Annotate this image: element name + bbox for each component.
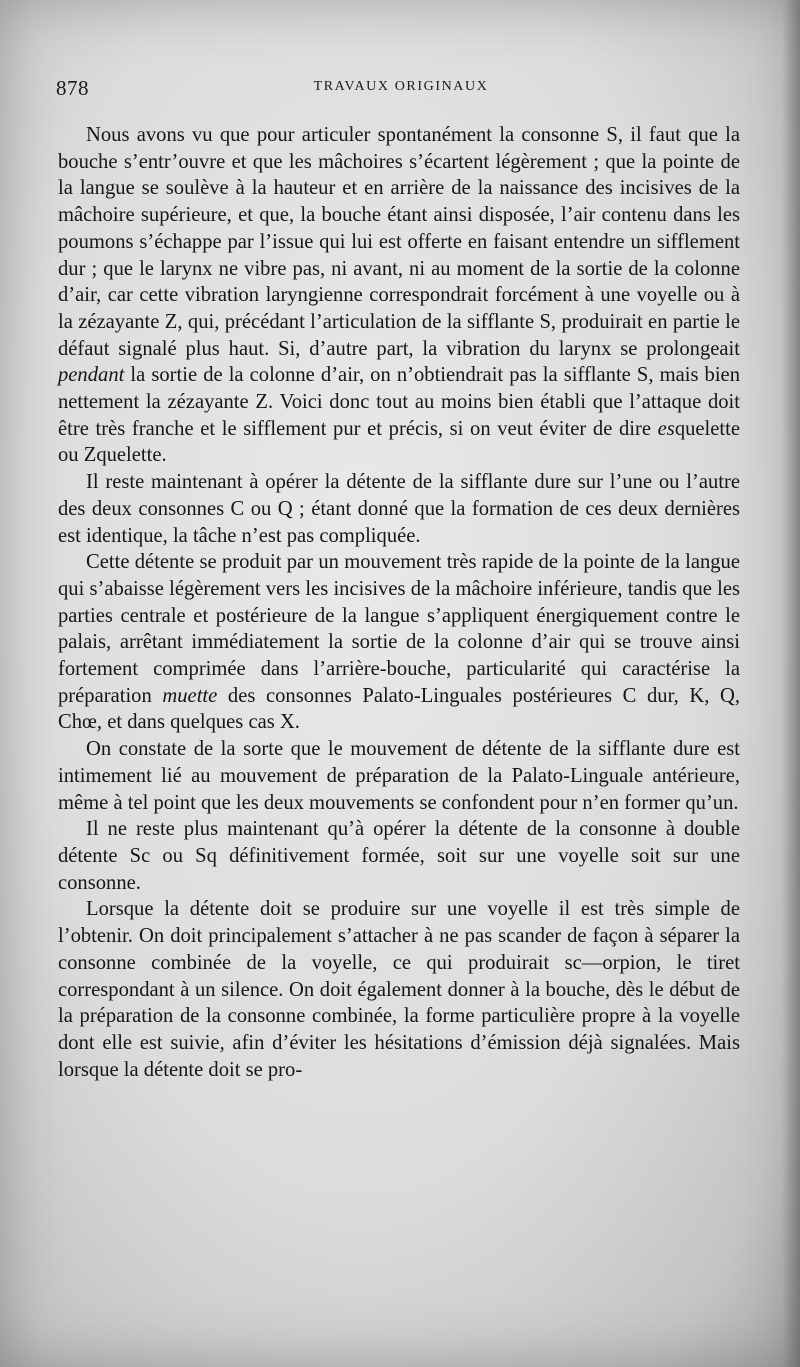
paragraph-3: [58, 549, 740, 736]
running-title: TRAVAUX ORIGINAUX: [313, 79, 489, 94]
paragraph-2: [58, 469, 740, 549]
paragraph-1-text-a: Nous avons vu que pour articuler spontanément la consonne S, il faut que la bouche s’entr’ouvre et que les mâchoires s’écartent légèrement ; que la pointe de la langue se soulève à la hauteur et en arrière de la naissance des incisives de la mâchoire supérieure, et que, la bouche étant ainsi disposée, l’air contenu dans les poumons s’échappe par l’issue qui lui est offerte en faisant entendre un sifflement dur ; que le larynx ne vibre pas, ni avant, ni au moment de la sortie de la colonne d’air, car cette vibration laryngienne correspondrait forcément à une voyelle ou à la zézayante Z, qui, précédant l’articulation de la sifflante S, produirait en partie le défaut signalé plus haut. Si, d’autre part, la vibration du larynx se prolongeait: [58, 124, 740, 360]
paragraph-2-text: Il reste maintenant à opérer la détente de la sifflante dure sur l’une ou l’autre des deux consonnes C ou Q ; étant donné que la formation de ces deux dernières est identique, la tâche n’est pas compliquée.: [58, 471, 740, 547]
paragraph-3-text-b: des consonnes Palato-Linguales postérieures C dur, K, Q, Chœ, et dans quelques cas X.: [58, 684, 741, 734]
paragraph-4: [58, 736, 740, 816]
paragraph-6: [58, 896, 740, 1083]
paragraph-5-text: Il ne reste plus maintenant qu’à opérer la détente de la consonne à double détente Sc ou Sq définitivement formée, soit sur une voyelle soit sur une consonne.: [58, 818, 740, 894]
paragraph-3-text-a: Cette détente se produit par un mouvement très rapide de la pointe de la langue qui s’abaisse légèrement vers les incisives de la mâchoire inférieure, tandis que les parties centrale et postérieure de la langue s’appliquent énergiquement contre le palais, arrêtant immédiatement la sortie de la colonne d’air qui se trouve ainsi fortement comprimée dans l’arrière-bouche, particularité qui caractérise la préparation: [58, 551, 740, 707]
page-number: 878: [56, 76, 89, 100]
paragraph-6-text: Lorsque la détente doit se produire sur une voyelle il est très simple de l’obtenir. On doit principalement s’attacher à ne pas scander de façon à séparer la consonne combinée de la voyelle, ce qui produirait sc—orpion, le tiret correspondant à un silence. On doit également donner à la bouche, dès le début de la préparation de la consonne combinée, la forme particulière propre à la voyelle dont elle est suivie, afin d’éviter les hésitations d’émission déjà signalées. Mais lorsque la détente doit se pro-: [58, 898, 740, 1081]
paragraph-3-italic-muette: muette: [162, 684, 218, 707]
paragraph-1-text-c: quelette ou Zquelette.: [58, 417, 740, 467]
paragraph-1-italic-pendant: pendant: [58, 364, 125, 387]
paragraph-1-italic-es: es: [657, 417, 675, 440]
page-header: [56, 76, 746, 102]
paragraph-1: [58, 122, 740, 469]
paragraph-4-text: On constate de la sorte que le mouvement de détente de la sifflante dure est intimement lié au mouvement de préparation de la Palato-Linguale antérieure, même à tel point que les deux mouvements se confondent pour n’en former qu’un.: [58, 738, 740, 814]
paragraph-5: [58, 816, 740, 896]
body-text: [58, 122, 740, 1083]
paragraph-1-text-b: la sortie de la colonne d’air, on n’obtiendrait pas la sifflante S, mais bien nettement la zézayante Z. Voici donc tout au moins bien établi que l’attaque doit être très franche et le sifflement pur et précis, si on veut éviter de dire: [58, 364, 740, 440]
